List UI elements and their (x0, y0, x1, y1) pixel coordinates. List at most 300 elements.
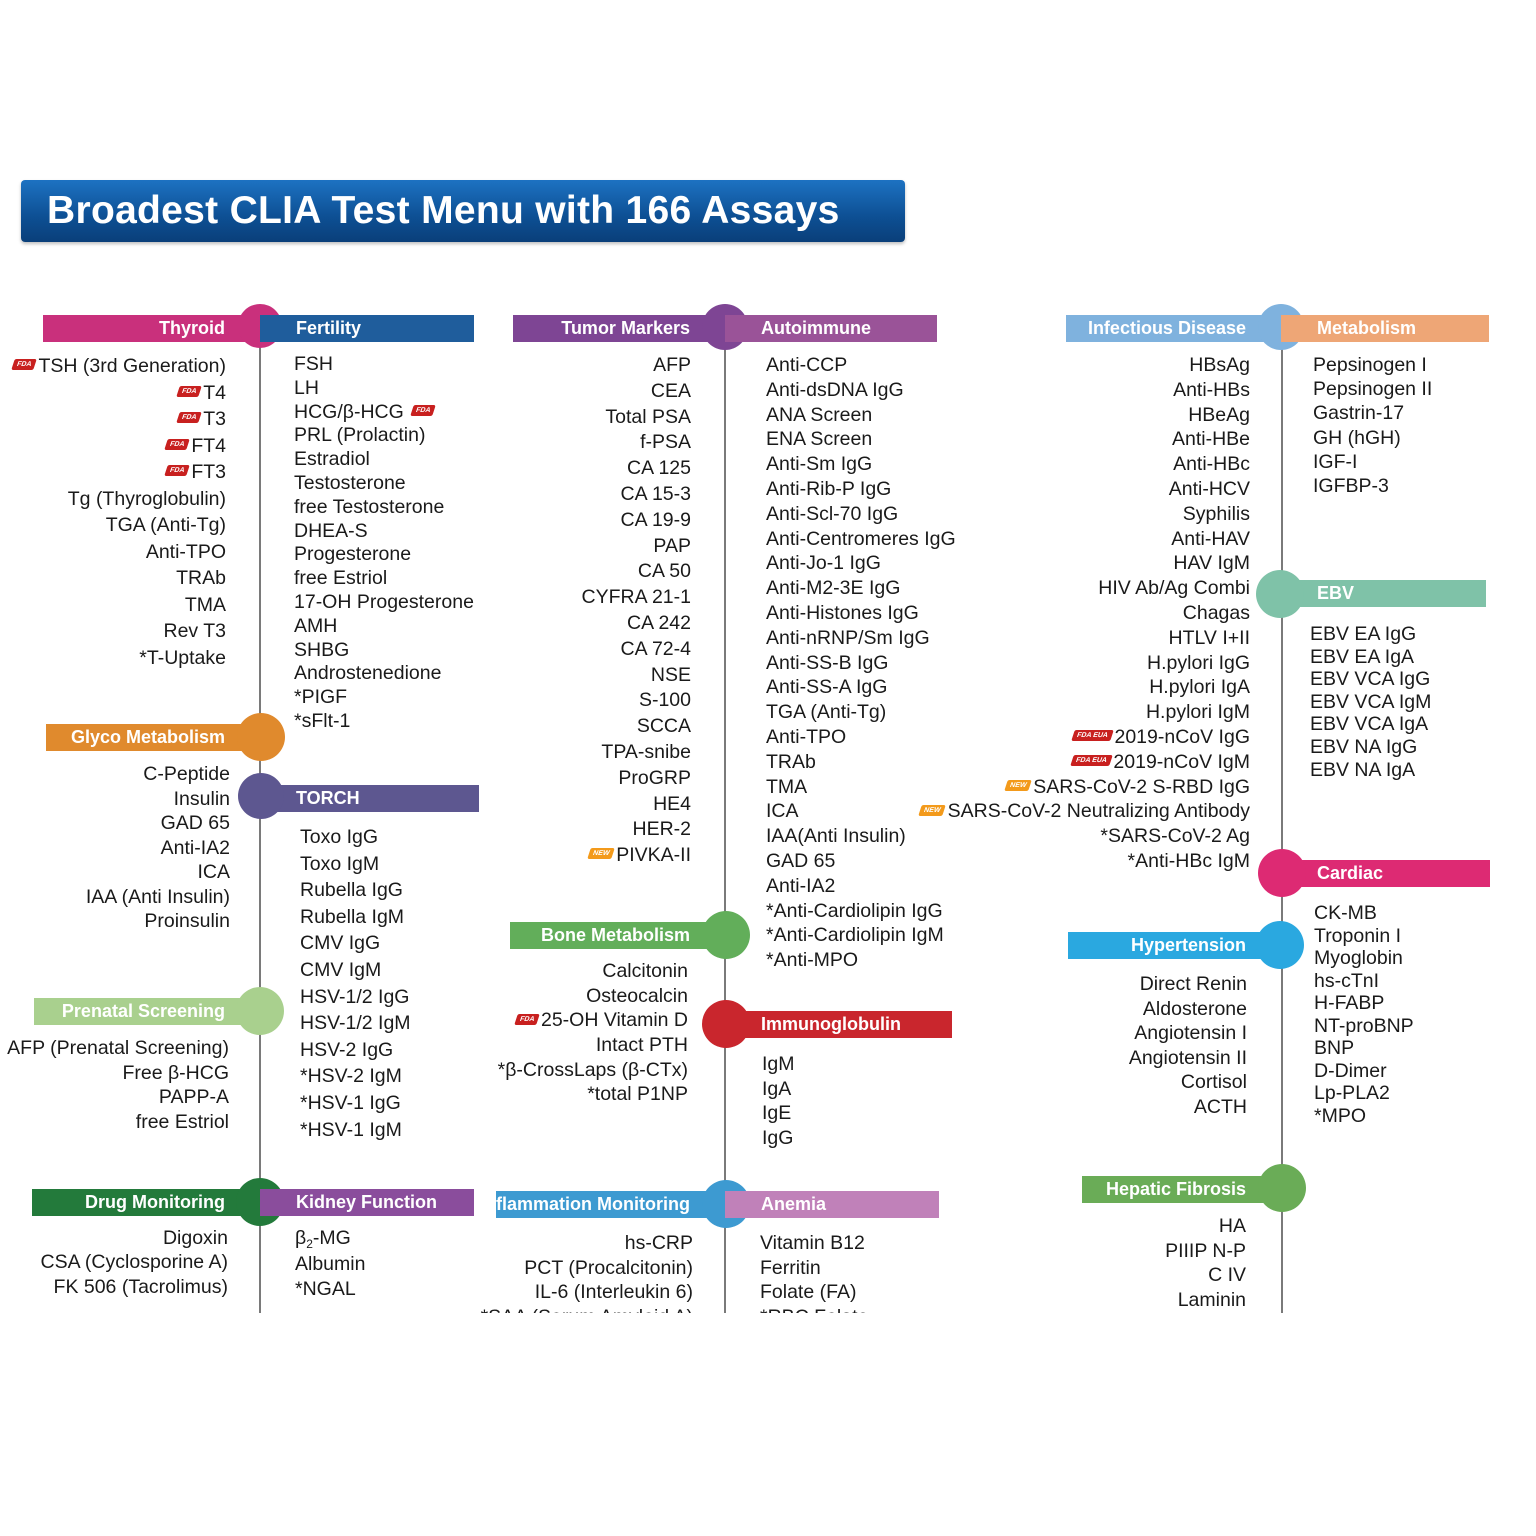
assay-name: T4 (203, 381, 226, 404)
assay-name: Progesterone (294, 543, 412, 566)
assay-item (920, 626, 1250, 651)
hypertension-section-title: Hypertension (1130, 935, 1246, 955)
assay-name: ICA (766, 800, 799, 823)
assay-name: TGA (Anti-Tg) (766, 701, 887, 724)
assay-name: Anti-dsDNA IgG (766, 378, 904, 401)
assay-item (294, 543, 474, 567)
assay-item (13, 592, 226, 619)
assay-name: Free β-HCG (122, 1061, 229, 1084)
torch-assay-list (300, 824, 411, 1143)
assay-item (920, 849, 1250, 874)
assay-name: S-100 (638, 689, 691, 712)
assay-item (7, 1036, 229, 1061)
tumor-section-title: Tumor Markers (561, 318, 690, 338)
assay-item (498, 984, 688, 1009)
assay-item (582, 482, 691, 508)
assay-name: ANA Screen (766, 403, 873, 426)
assay-name: CA 242 (627, 611, 691, 634)
assay-item (300, 851, 411, 878)
prenatal-node-marker (236, 987, 284, 1035)
assay-name: PCT (Procalcitonin) (524, 1256, 693, 1279)
column-divider-middle (724, 315, 726, 1315)
assay-item (86, 811, 230, 836)
assay-item (300, 1010, 411, 1037)
assay-name: HAV IgM (1173, 552, 1250, 575)
assay-name: Androstenedione (294, 662, 442, 685)
assay-item (13, 406, 226, 433)
assay-item (920, 700, 1250, 725)
assay-item (1314, 1105, 1414, 1128)
assay-item (1310, 668, 1431, 691)
assay-item (13, 459, 226, 486)
assay-item (300, 984, 411, 1011)
assay-item (582, 585, 691, 611)
assay-item (920, 502, 1250, 527)
assay-item (582, 430, 691, 456)
assay-item (920, 725, 1250, 750)
assay-name: PIVKA-II (616, 844, 691, 867)
assay-item (300, 904, 411, 931)
assay-name: D-Dimer (1314, 1059, 1387, 1082)
assay-name: FSH (294, 353, 333, 375)
torch-node-marker (238, 773, 284, 819)
assay-item (582, 379, 691, 405)
assay-name: HTLV I+II (1168, 626, 1250, 649)
assay-name: IgA (762, 1077, 792, 1100)
assay-item (294, 686, 474, 710)
assay-name: SHBG (294, 638, 350, 661)
assay-name: Tg (Thyroglobulin) (67, 487, 226, 510)
assay-name: Myoglobin (1314, 947, 1403, 969)
metabolism-assay-list (1313, 353, 1432, 498)
assay-name: Anti-HBs (1173, 378, 1250, 401)
assay-name: *PIGF (294, 686, 348, 709)
assay-item (762, 1052, 795, 1077)
assay-item (1314, 902, 1414, 925)
thyroid-section-title: Thyroid (159, 318, 225, 338)
assay-name: HBsAg (1189, 354, 1250, 376)
assay-name: Anti-HBe (1171, 428, 1250, 451)
assay-item (1310, 759, 1431, 782)
assay-item (1313, 353, 1432, 377)
assay-name: CYFRA 21-1 (581, 586, 691, 609)
assay-item (920, 576, 1250, 601)
hepatic-section-title: Hepatic Fibrosis (1105, 1179, 1246, 1199)
bone-section-header (510, 922, 725, 949)
assay-name: Insulin (173, 787, 230, 810)
assay-item (1314, 992, 1414, 1015)
assay-name: Anti-CCP (766, 354, 848, 376)
assay-name: *T-Uptake (139, 646, 226, 669)
assay-name: Osteocalcin (586, 984, 688, 1007)
assay-item (582, 534, 691, 560)
assay-name: Digoxin (162, 1227, 228, 1249)
assay-name: CK-MB (1314, 902, 1377, 924)
assay-name: Anti-TPO (766, 725, 847, 748)
assay-item (1313, 474, 1432, 498)
assay-item (294, 662, 474, 686)
assay-name: *Anti-HBc IgM (1127, 849, 1250, 872)
assay-name: Rubella IgM (300, 905, 405, 928)
assay-name: Anti-Histones IgG (766, 601, 919, 624)
assay-item (294, 615, 474, 639)
assay-item (582, 714, 691, 740)
assay-name: Laminin (1177, 1288, 1246, 1311)
assay-name: IGF-I (1313, 450, 1358, 473)
assay-name: TMA (184, 593, 226, 616)
assay-item (582, 740, 691, 766)
assay-item (1165, 1214, 1246, 1239)
prenatal-assay-list (7, 1036, 229, 1134)
assay-item (294, 496, 474, 520)
assay-item (760, 1280, 868, 1305)
assay-item (1314, 925, 1414, 948)
assay-item (1314, 1060, 1414, 1083)
assay-name: AFP (653, 354, 691, 376)
assay-item (582, 611, 691, 637)
assay-name: Anti-Sm IgG (766, 453, 873, 476)
assay-item (920, 353, 1250, 378)
assay-item (920, 775, 1250, 800)
hepatic-node-marker (1258, 1164, 1306, 1212)
assay-item (1313, 426, 1432, 450)
assay-item (1129, 1046, 1247, 1071)
assay-item (582, 637, 691, 663)
assay-name: H.pylori IgM (1145, 701, 1250, 724)
assay-item (582, 508, 691, 534)
assay-name: GH (hGH) (1313, 426, 1401, 449)
assay-name: LH (294, 376, 319, 399)
assay-item (1313, 450, 1432, 474)
assay-name: Anti-Rib-P IgG (766, 477, 892, 500)
fertility-section-header (260, 315, 474, 342)
assay-name: *SARS-CoV-2 Ag (1100, 825, 1250, 848)
hepatic-section-header (1082, 1176, 1281, 1203)
assay-name: Troponin I (1314, 924, 1402, 947)
title-banner (21, 180, 905, 242)
immuno-section-title: Immunoglobulin (761, 1014, 901, 1034)
assay-item (766, 923, 956, 948)
assay-name: EBV NA IgA (1310, 758, 1416, 781)
assay-item (7, 1085, 229, 1110)
assay-item (1310, 713, 1431, 736)
bone-node-marker (702, 911, 750, 959)
assay-name: SARS-CoV-2 Neutralizing Antibody (947, 800, 1250, 823)
assay-name: PRL (Prolactin) (294, 424, 426, 447)
kidney-section-title: Kidney Function (296, 1192, 437, 1212)
assay-name: HIV Ab/Ag Combi (1098, 577, 1250, 600)
assay-name: FT3 (191, 461, 226, 483)
assay-name: *β-CrossLaps (β-CTx) (497, 1058, 688, 1081)
assay-name: TMA (766, 775, 808, 798)
assay-item (920, 675, 1250, 700)
assay-item (13, 486, 226, 513)
assay-name: Folate (FA) (760, 1281, 857, 1303)
inflammation-section-title: Inflammation Monitoring (480, 1194, 690, 1214)
assay-item (1313, 377, 1432, 401)
assay-item (1129, 997, 1247, 1022)
assay-name: EBV VCA IgM (1310, 690, 1432, 713)
ebv-node-marker (1256, 570, 1304, 618)
assay-item (13, 380, 226, 407)
drug-assay-list (41, 1226, 229, 1299)
assay-name: Vitamin B12 (760, 1232, 865, 1254)
assay-name: GAD 65 (766, 849, 836, 872)
assay-name: Intact PTH (595, 1034, 688, 1057)
assay-name: CMV IgG (300, 932, 381, 955)
assay-item (295, 1277, 365, 1303)
assay-name: Anti-SS-B IgG (766, 651, 889, 674)
assay-item (920, 551, 1250, 576)
bone-assay-list (498, 959, 688, 1107)
assay-name: Anti-M2-3E IgG (766, 577, 901, 600)
assay-name: ProGRP (618, 766, 691, 789)
assay-name: Anti-IA2 (766, 874, 836, 897)
anemia-section-title: Anemia (761, 1194, 827, 1214)
assay-item (13, 512, 226, 539)
glyco-section-header (46, 724, 260, 751)
metabolism-section-header (1281, 315, 1489, 342)
assay-item (13, 433, 226, 460)
tumor-assay-list (582, 353, 691, 869)
assay-name: Chagas (1182, 601, 1250, 624)
assay-item (300, 957, 411, 984)
glyco-assay-list (86, 762, 230, 934)
assay-name: CA 125 (627, 457, 691, 480)
assay-item (498, 1082, 688, 1107)
assay-item (86, 787, 230, 812)
assay-item (86, 885, 230, 910)
assay-item (1129, 972, 1247, 997)
assay-name: Ferritin (760, 1256, 821, 1279)
assay-item (294, 591, 474, 615)
assay-name: *HSV-1 IgG (300, 1091, 401, 1114)
immuno-node-marker (702, 1000, 750, 1048)
assay-item (7, 1061, 229, 1086)
assay-name: H-FABP (1314, 992, 1385, 1014)
new-badge-icon: NEW (918, 805, 946, 816)
metabolism-section-title: Metabolism (1317, 318, 1417, 338)
assay-item (41, 1275, 229, 1299)
assay-name: HSV-1/2 IgM (300, 1012, 411, 1035)
assay-name: EBV VCA IgG (1310, 668, 1431, 691)
assay-name: Estradiol (294, 448, 370, 471)
hepatic-assay-list (1165, 1214, 1246, 1312)
assay-item (760, 1231, 868, 1256)
assay-item (920, 799, 1250, 824)
fda-badge-icon: FDA (176, 412, 202, 423)
assay-item (1314, 970, 1414, 993)
torch-section-title: TORCH (296, 788, 360, 808)
assay-name: CMV IgM (300, 958, 382, 981)
assay-item (300, 930, 411, 957)
assay-item (300, 1090, 411, 1117)
assay-name: PIIIP N-P (1165, 1239, 1246, 1262)
assay-item (920, 527, 1250, 552)
fda-badge-icon: FDA (11, 359, 37, 370)
assay-name: free Estriol (135, 1110, 229, 1133)
assay-name: TPA-snibe (601, 740, 691, 763)
assay-item (1129, 1095, 1247, 1120)
assay-item (13, 565, 226, 592)
assay-item (294, 401, 474, 425)
assay-name: *MPO (1314, 1104, 1367, 1127)
anemia-section-header (725, 1191, 939, 1218)
assay-name: T3 (203, 408, 226, 430)
assay-item (41, 1250, 229, 1274)
assay-item (13, 353, 226, 380)
assay-name: *sFlt-1 (294, 709, 351, 732)
new-badge-icon: NEW (587, 848, 615, 859)
assay-item (920, 427, 1250, 452)
glyco-node-marker (237, 713, 285, 761)
assay-name: IAA (Anti Insulin) (85, 885, 230, 908)
assay-item (582, 353, 691, 379)
assay-name: Aldosterone (1142, 997, 1247, 1020)
assay-item (294, 353, 474, 377)
assay-item (1129, 1021, 1247, 1046)
kidney-section-header (260, 1189, 474, 1216)
assay-item (1165, 1239, 1246, 1264)
assay-item (1165, 1263, 1246, 1288)
autoimmune-section-header (725, 315, 937, 342)
assay-name: SCCA (636, 715, 691, 738)
assay-name: ICA (197, 861, 230, 883)
assay-item (498, 1058, 688, 1083)
assay-item (294, 520, 474, 544)
assay-name: H.pylori IgA (1149, 676, 1250, 699)
infectious-assay-list (920, 353, 1250, 874)
assay-name: PAP (653, 534, 691, 557)
assay-name: TRAb (176, 567, 226, 589)
assay-name: CA 15-3 (620, 482, 691, 505)
assay-item (582, 663, 691, 689)
assay-item (300, 824, 411, 851)
assay-item (294, 424, 474, 448)
assay-name: CSA (Cyclosporine A) (40, 1251, 228, 1274)
assay-name: *Anti-MPO (766, 949, 859, 972)
assay-name: *NGAL (295, 1278, 356, 1300)
assay-item (766, 874, 956, 899)
assay-name: free Testosterone (294, 495, 445, 518)
assay-name: EBV EA IgA (1310, 645, 1415, 668)
assay-item (920, 477, 1250, 502)
assay-item (1314, 1015, 1414, 1038)
bone-section-title: Bone Metabolism (540, 925, 690, 945)
assay-name-suffix: -MG (312, 1227, 351, 1249)
fertility-section-title: Fertility (296, 318, 362, 338)
assay-name: *Anti-Cardiolipin IgG (766, 899, 943, 922)
assay-name: NT-proBNP (1314, 1014, 1414, 1037)
assay-item (41, 1226, 229, 1250)
thyroid-assay-list (13, 353, 226, 671)
bottom-crop-mask (0, 1313, 1536, 1536)
assay-name: HE4 (653, 792, 691, 815)
assay-item (13, 645, 226, 672)
assay-name: FT4 (191, 434, 226, 457)
assay-name: EBV NA IgG (1310, 735, 1418, 758)
assay-item (1314, 947, 1414, 970)
cardiac-section-title: Cardiac (1317, 863, 1384, 883)
assay-item (766, 899, 956, 924)
assay-item (1310, 691, 1431, 714)
assay-name: Pepsinogen I (1313, 354, 1427, 376)
assay-item (920, 750, 1250, 775)
glyco-section-title: Glyco Metabolism (70, 727, 225, 747)
assay-name: Anti-IA2 (160, 836, 230, 859)
assay-name: 2019-nCoV IgM (1113, 750, 1250, 773)
assay-name: HSV-1/2 IgG (300, 985, 410, 1008)
assay-item (294, 472, 474, 496)
hypertension-section-header (1068, 932, 1281, 959)
assay-name: Angiotensin I (1134, 1022, 1247, 1044)
assay-name: CA 19-9 (620, 508, 691, 531)
assay-name: C-Peptide (143, 763, 230, 785)
assay-name: IGFBP-3 (1313, 474, 1389, 497)
assay-name: BNP (1314, 1037, 1355, 1059)
assay-item (1310, 646, 1431, 669)
assay-name: Anti-HCV (1168, 477, 1250, 500)
assay-name: TRAb (766, 750, 816, 773)
assay-name: *HSV-2 IgM (300, 1065, 402, 1088)
assay-item (294, 710, 474, 734)
assay-name: Anti-HBc (1173, 453, 1250, 476)
assay-item (1129, 1070, 1247, 1095)
assay-name: DHEA-S (294, 519, 368, 542)
page-title: Broadest CLIA Test Menu with 166 Assays (47, 189, 840, 232)
ebv-section-title: EBV (1317, 583, 1355, 603)
cardiac-node-marker (1258, 849, 1306, 897)
assay-item (582, 688, 691, 714)
drug-section-title: Drug Monitoring (85, 1192, 225, 1212)
assay-item (1314, 1082, 1414, 1105)
assay-name: EBV VCA IgA (1310, 713, 1429, 736)
assay-item (300, 1037, 411, 1064)
fda-badge-icon: FDA (164, 439, 190, 450)
assay-name: Rev T3 (163, 620, 226, 642)
assay-name: *Anti-Cardiolipin IgM (766, 924, 944, 947)
assay-item (86, 762, 230, 787)
assay-name: ACTH (1193, 1095, 1247, 1118)
infectious-section-title: Infectious Disease (1087, 318, 1246, 338)
assay-name: *HSV-1 IgM (300, 1118, 402, 1141)
fda-badge-icon: FDA (410, 405, 436, 416)
assay-name: hs-cTnI (1314, 969, 1380, 992)
assay-item (920, 378, 1250, 403)
assay-name: GAD 65 (160, 812, 230, 834)
assay-item (1165, 1288, 1246, 1313)
assay-name: NSE (650, 663, 691, 686)
assay-name: Angiotensin II (1128, 1046, 1247, 1069)
assay-name: Cortisol (1180, 1071, 1247, 1093)
assay-name: AFP (Prenatal Screening) (7, 1037, 229, 1059)
assay-item (86, 909, 230, 934)
cardiac-assay-list (1314, 902, 1414, 1127)
assay-name: FK 506 (Tacrolimus) (53, 1275, 228, 1298)
assay-name: CEA (650, 379, 691, 402)
assay-item (498, 959, 688, 984)
assay-name: Albumin (295, 1252, 366, 1275)
assay-item (582, 817, 691, 843)
assay-name: Toxo IgM (300, 852, 380, 875)
assay-item (582, 405, 691, 431)
assay-item (86, 836, 230, 861)
assay-item (13, 539, 226, 566)
assay-item (920, 452, 1250, 477)
assay-name: SARS-CoV-2 S-RBD IgG (1033, 775, 1250, 798)
assay-item (295, 1226, 365, 1252)
assay-item (295, 1252, 365, 1278)
